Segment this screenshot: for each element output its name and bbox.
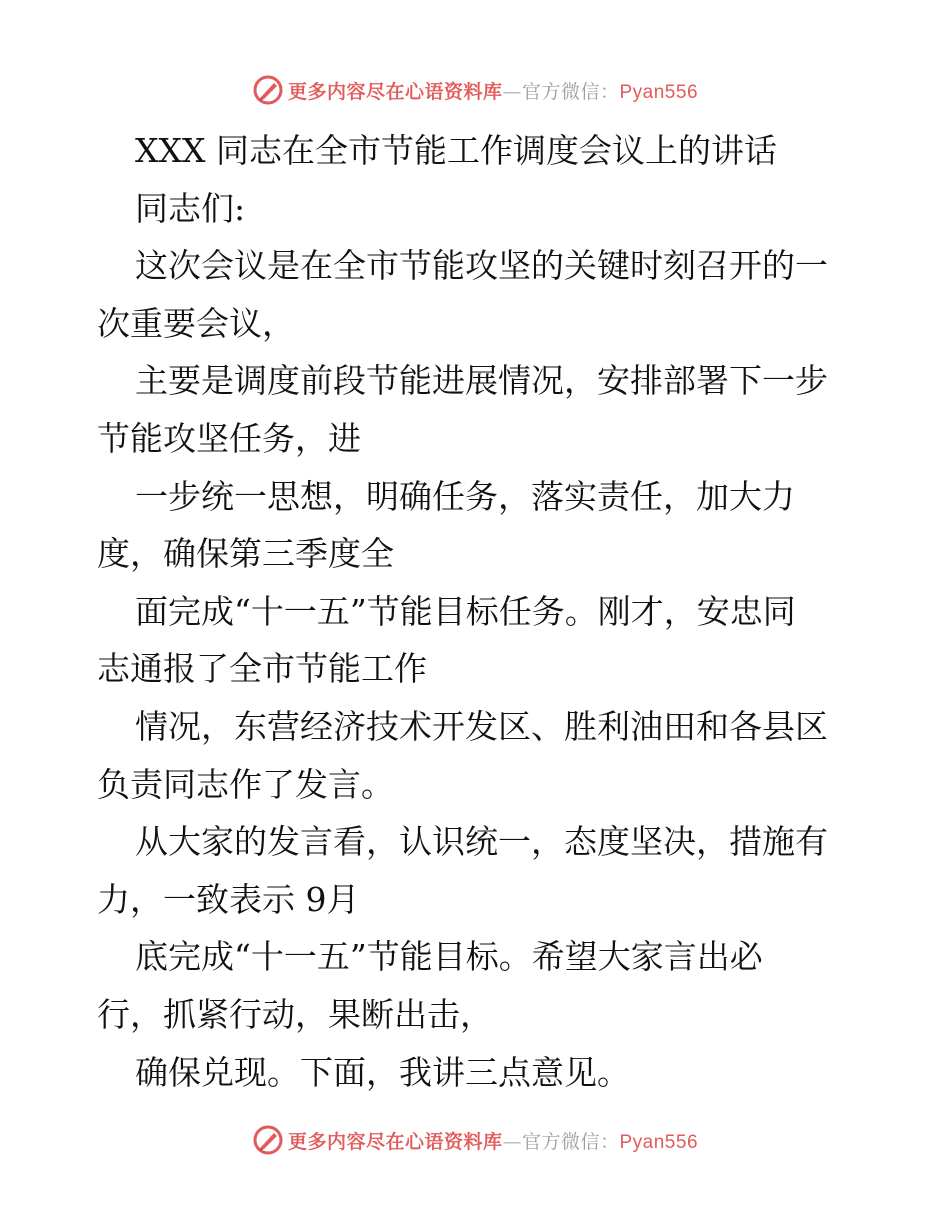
watermark-wechat-label: 官方微信： xyxy=(521,80,620,103)
text-line: 主要是调度前段节能进展情况，安排部署下一步 xyxy=(135,361,828,401)
text-line: 志通报了全市节能工作 xyxy=(97,649,427,689)
text-line: 力，一致表示 9月 xyxy=(97,879,360,919)
watermark-footer xyxy=(0,1120,950,1160)
watermark-header xyxy=(0,70,950,110)
text-line: 负责同志作了发言。 xyxy=(97,764,394,804)
pen-logo-icon xyxy=(252,74,284,106)
pen-logo-icon xyxy=(252,1124,284,1156)
text-line: 面完成“十一五”节能目标任务。刚才，安忠同 xyxy=(135,591,796,631)
document-title: XXX 同志在全市节能工作调度会议上的讲话 xyxy=(135,131,777,170)
text-line: 次重要会议， xyxy=(97,303,295,343)
text-line: 行，抓紧行动，果断出击， xyxy=(97,994,493,1034)
text-line: 度，确保第三季度全 xyxy=(97,534,394,574)
watermark-title: 更多内容尽在心语资料库 xyxy=(287,80,503,103)
text-line: 底完成“十一五”节能目标。希望大家言出必 xyxy=(135,937,763,977)
text-line: 同志们: xyxy=(135,188,246,228)
text-line: 一步统一思想，明确任务，落实责任，加大力 xyxy=(135,476,795,516)
document-body xyxy=(97,122,857,1101)
watermark-wechat-id: Pyan556 xyxy=(619,1131,699,1153)
text-line: 这次会议是在全市节能攻坚的关键时刻召开的一 xyxy=(135,246,828,286)
watermark-title: 更多内容尽在心语资料库 xyxy=(287,1130,503,1153)
watermark-separator: — xyxy=(502,80,522,103)
text-line: 情况，东营经济技术开发区、胜利油田和各县区 xyxy=(135,706,828,746)
watermark-separator: — xyxy=(502,1130,522,1153)
text-line: 节能攻坚任务，进 xyxy=(97,418,361,458)
watermark-wechat-id: Pyan556 xyxy=(619,81,699,103)
watermark-wechat-label: 官方微信： xyxy=(521,1130,620,1153)
text-line: 从大家的发言看，认识统一，态度坚决，措施有 xyxy=(135,822,828,862)
text-line: 确保兑现。下面，我讲三点意见。 xyxy=(135,1052,630,1092)
